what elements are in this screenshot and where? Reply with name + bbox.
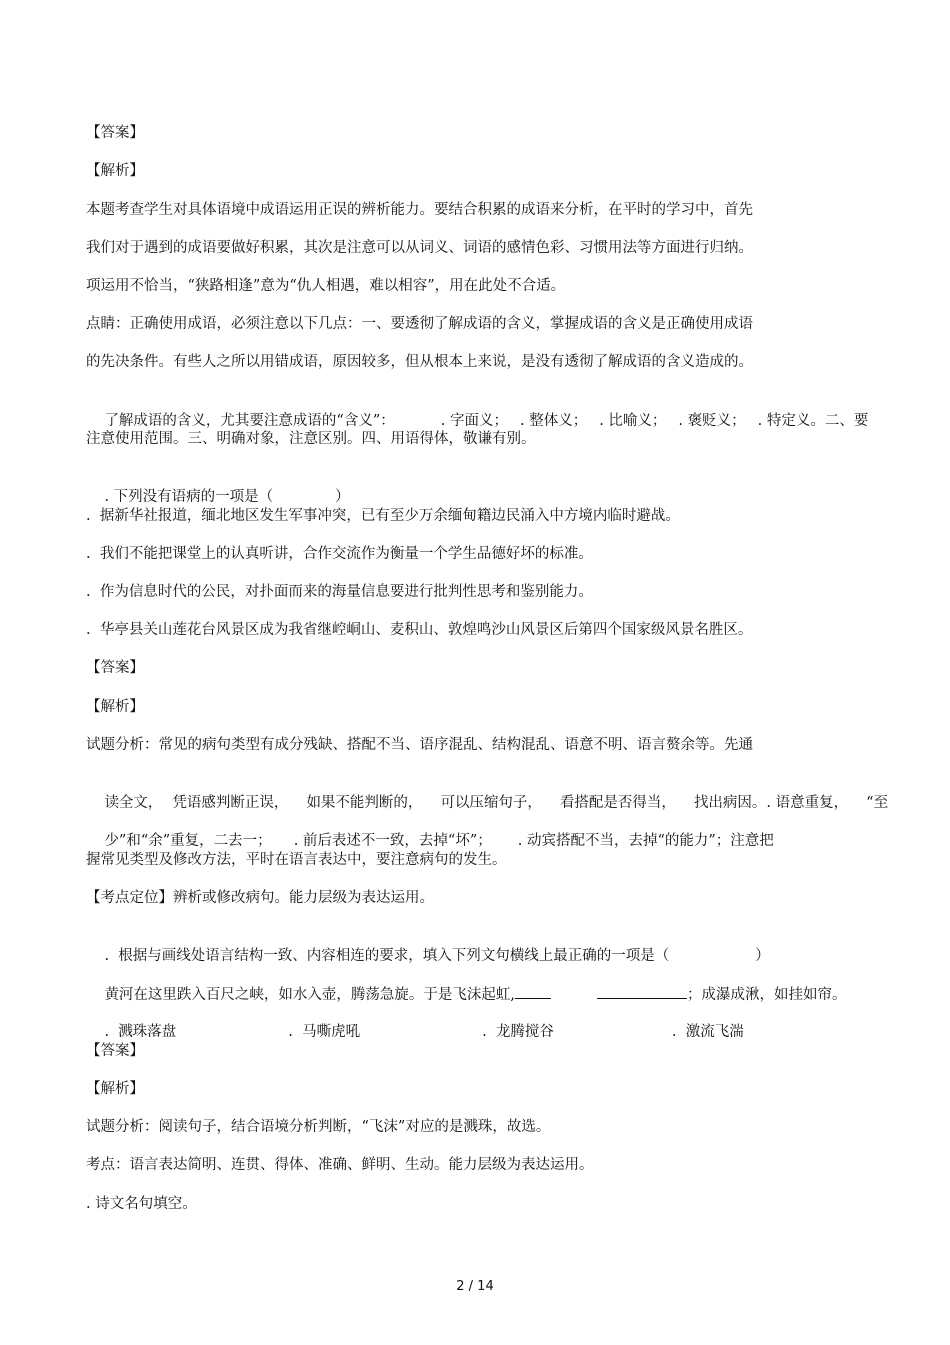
paragraph-line: 了解成语的含义，尤其要注意成语的“含义”： . 字面义； . 整体义； . 比喻义； . 褒贬义； . 特定义。二、要 (104, 413, 869, 429)
answer-heading: 【答案】 (86, 660, 144, 676)
question-stem: . 根据与画线处语言结构一致、内容相连的要求，填入下列文句横线上最正确的一项是（ ） (104, 948, 770, 964)
option-a: . 据新华社报道，缅北地区发生军事冲突，已有至少万余缅甸籍边民涌入中方境内临时避战。 (86, 508, 680, 524)
paragraph-line: 我们对于遇到的成语要做好积累，其次是注意可以从词义、词语的感情色彩、习惯用法等方面进行归纳。 (86, 240, 753, 256)
paragraph-line: 握常见类型及修改方法，平时在语言表达中，要注意病句的发生。 (86, 852, 507, 868)
analysis-heading: 【解析】 (86, 699, 144, 715)
paragraph-line: 试题分析：常见的病句类型有成分残缺、搭配不当、语序混乱、结构混乱、语意不明、语言赘余等。先通 (86, 737, 753, 753)
analysis-heading: 【解析】 (86, 163, 144, 179)
paragraph-line: 少”和“余”重复，二去一； . 前后表述不一致，去掉“坏”； . 动宾搭配不当，去掉“的能力”；注意把 (104, 833, 774, 849)
paragraph-line: 点睛：正确使用成语，必须注意以下几点：一、要透彻了解成语的含义，掌握成语的含义是正确使用成语 (86, 316, 753, 332)
blank-line (597, 984, 687, 999)
paragraph-line: 考点：语言表达简明、连贯、得体、准确、鲜明、生动。能力层级为表达运用。 (86, 1157, 594, 1173)
paragraph-line: 读全文， 凭语感判断正误， 如果不能判断的， 可以压缩句子， 看搭配是否得当， 找出病因。. 语意重复， “至 (104, 795, 889, 811)
blank-line (515, 984, 551, 999)
paragraph-line: 本题考查学生对具体语境中成语运用正误的辨析能力。要结合积累的成语来分析，在平时的学习中，首先 (86, 202, 753, 218)
exam-point: 【考点定位】辨析或修改病句。能力层级为表达运用。 (86, 890, 434, 906)
paragraph-line: 注意使用范围。三、明确对象，注意区别。四、用语得体，敬谦有别。 (86, 431, 536, 447)
page-number: 2 / 14 (456, 1279, 494, 1294)
paragraph-line: 项运用不恰当，“狭路相逢”意为“仇人相遇，难以相容”，用在此处不合适。 (86, 278, 566, 294)
question-stem: . 诗文名句填空。 (86, 1196, 197, 1212)
question-stem: . 下列没有语病的一项是（ ） (104, 489, 350, 505)
analysis-heading: 【解析】 (86, 1081, 144, 1097)
option-d: . 华亭县关山莲花台风景区成为我省继崆峒山、麦积山、敦煌鸣沙山风景区后第四个国家级风景名胜区。 (86, 622, 753, 638)
option-c: . 作为信息时代的公民，对扑面而来的海量信息要进行批判性思考和鉴别能力。 (86, 584, 593, 600)
answer-heading: 【答案】 (86, 1043, 144, 1059)
paragraph-line: 的先决条件。有些人之所以用错成语，原因较多，但从根本上来说，是没有透彻了解成语的含义造成的。 (86, 354, 753, 370)
answer-heading: 【答案】 (86, 125, 144, 141)
fill-blank-sentence: 黄河在这里跌入百尺之峡，如水入壶，腾荡急旋。于是飞沫起虹, ；成瀑成湫，如挂如帘。 (86, 964, 847, 1025)
paragraph-line: 试题分析：阅读句子，结合语境分析判断，“飞沫”对应的是溅珠，故选。 (86, 1119, 551, 1135)
option-b: . 我们不能把课堂上的认真听讲，合作交流作为衡量一个学生品德好坏的标准。 (86, 546, 593, 562)
option-row: . 溅珠落盘 . 马嘶虎吼 . 龙腾搅谷 . 激流飞湍 (104, 1024, 744, 1040)
